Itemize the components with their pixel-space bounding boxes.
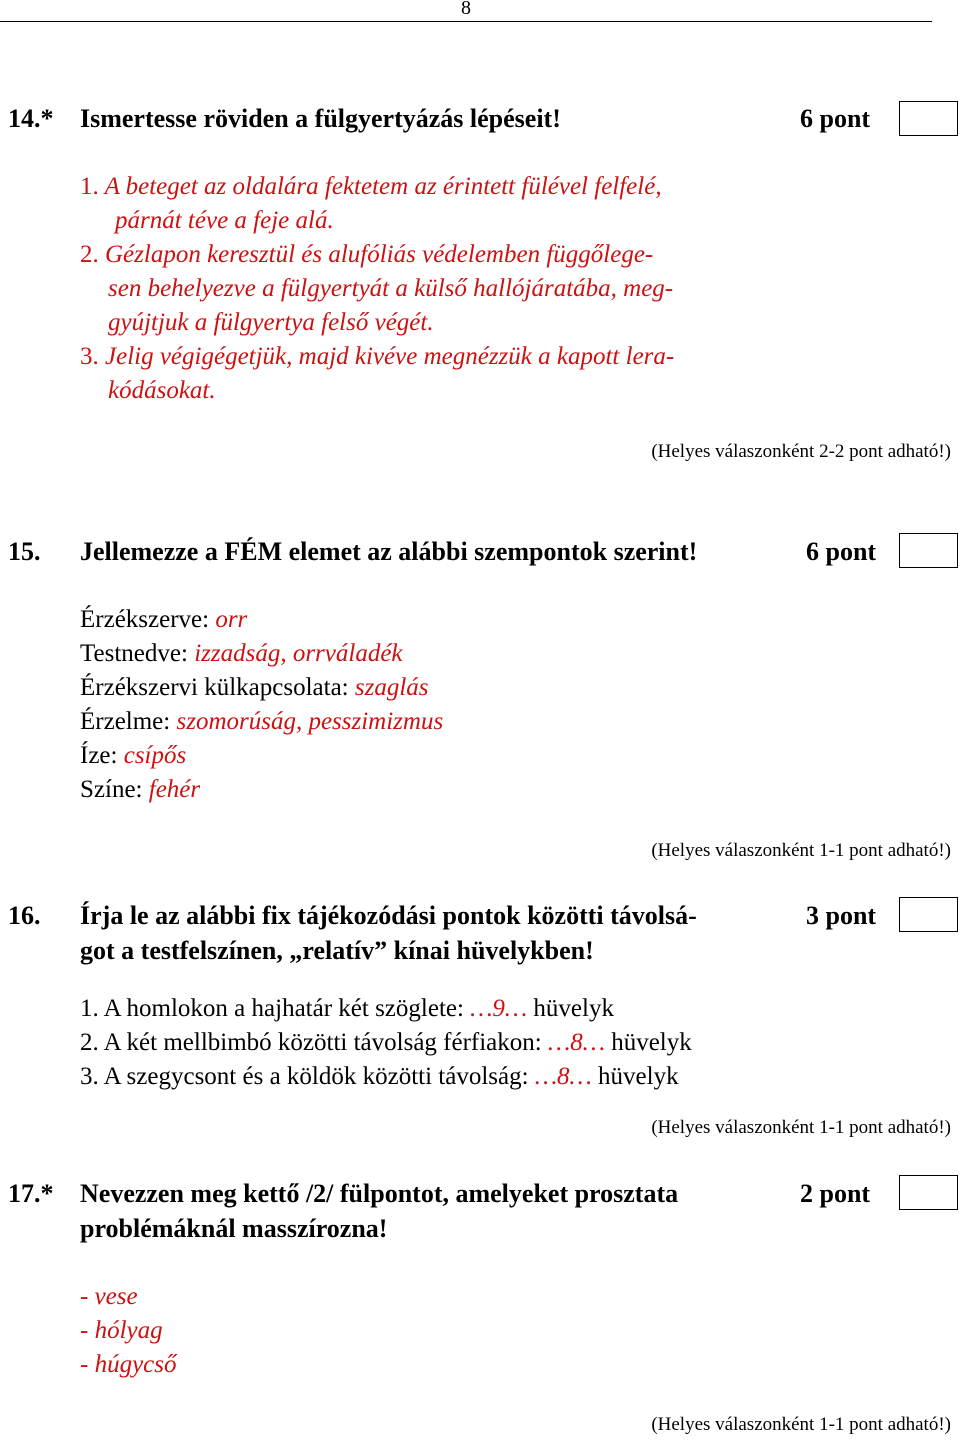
q17-answer-item: - hólyag	[80, 1317, 163, 1344]
q15-row: Érzelme: szomorúság, pesszimizmus	[80, 708, 444, 735]
q17-question-line2: problémáknál masszírozna!	[80, 1214, 388, 1243]
q14-number: 14.*	[8, 104, 54, 133]
q15-row: Íze: csípős	[80, 742, 187, 769]
q16-row: 1. A homlokon a hajhatár két szöglete: …9… hüvelyk	[80, 995, 614, 1022]
q14-question: Ismertesse röviden a fülgyertyázás lépéseit!	[80, 104, 561, 133]
q15-row: Érzékszervi külkapcsolata: szaglás	[80, 674, 429, 701]
q15-row: Testnedve: izzadság, orrváladék	[80, 640, 403, 667]
q17-points: 2 pont	[800, 1179, 871, 1208]
q17-score-box[interactable]	[899, 1175, 958, 1210]
q16-row: 2. A két mellbimbó közötti távolság férfiakon: …8… hüvelyk	[80, 1029, 692, 1056]
q17-question-line1: Nevezzen meg kettő /2/ fülpontot, amelyeket prosztata	[80, 1179, 679, 1208]
q14-scoring-note: (Helyes válaszonként 2-2 pont adható!)	[651, 441, 951, 462]
q16-scoring-note: (Helyes válaszonként 1-1 pont adható!)	[651, 1117, 951, 1138]
q15-question: Jellemezze a FÉM elemet az alábbi szempontok szerint!	[80, 537, 698, 566]
q14-line: 1. A beteget az oldalára fektetem az érintett fülével felfelé,	[80, 173, 662, 200]
header-rule	[0, 21, 932, 22]
q15-row: Színe: fehér	[80, 776, 201, 803]
q14-line: sen behelyezve a fülgyertyát a külső hallójáratába, meg-	[108, 275, 674, 302]
q16-row: 3. A szegycsont és a köldök közötti távolság: …8… hüvelyk	[80, 1063, 679, 1090]
q16-number: 16.	[8, 901, 41, 930]
q17-number: 17.*	[8, 1179, 54, 1208]
q15-points: 6 pont	[806, 537, 877, 566]
q14-score-box[interactable]	[899, 101, 958, 136]
q15-number: 15.	[8, 537, 41, 566]
q14-line: gyújtjuk a fülgyertya felső végét.	[108, 309, 434, 336]
q16-question-line1: Írja le az alábbi fix tájékozódási pontok közötti távolsá-	[80, 901, 697, 930]
q16-question-line2: got a testfelszínen, „relatív” kínai hüvelykben!	[80, 936, 594, 965]
q16-score-box[interactable]	[899, 897, 958, 932]
q14-line: 2. Gézlapon keresztül és alufóliás védelemben függőlege-	[80, 241, 654, 268]
q14-line: kódásokat.	[108, 377, 216, 404]
q17-scoring-note: (Helyes válaszonként 1-1 pont adható!)	[651, 1414, 951, 1435]
q15-scoring-note: (Helyes válaszonként 1-1 pont adható!)	[651, 840, 951, 861]
q14-line: 3. Jelig végigégetjük, majd kivéve megnézzük a kapott lera-	[80, 343, 675, 370]
q15-score-box[interactable]	[899, 533, 958, 568]
page-number: 8	[461, 0, 471, 19]
q16-points: 3 pont	[806, 901, 877, 930]
q14-points: 6 pont	[800, 104, 871, 133]
q17-answer-item: - vese	[80, 1283, 138, 1310]
q17-answer-item: - húgycső	[80, 1351, 177, 1378]
q15-row: Érzékszerve: orr	[80, 606, 248, 633]
q14-line: párnát téve a feje alá.	[115, 207, 334, 234]
